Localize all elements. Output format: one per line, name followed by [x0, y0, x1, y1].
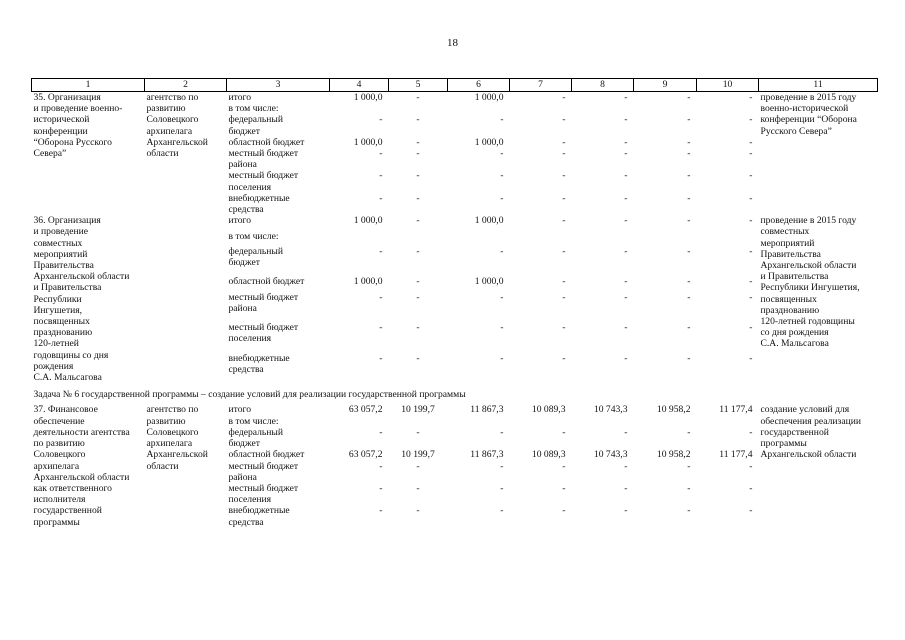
amount-cell: -	[749, 170, 753, 182]
amount-cell: -	[416, 148, 420, 160]
task-heading-row	[32, 383, 878, 404]
amount-cell: -	[749, 148, 753, 160]
amount-cell	[330, 231, 389, 246]
executor: агентство по развитию Соловецкого архипелага Архангельской области	[146, 404, 208, 472]
amount-cell: -	[379, 322, 383, 334]
funding-source: местный бюджет района	[228, 291, 299, 314]
amount-cell	[572, 231, 634, 246]
column-number-8: 8	[572, 79, 634, 92]
amount-cell: 1 000,0	[474, 92, 504, 103]
amount-cell: -	[500, 114, 504, 126]
amount-cell	[634, 103, 697, 114]
table-row	[32, 92, 878, 104]
amount-cell	[448, 231, 510, 246]
amount-cell: -	[562, 322, 566, 334]
amount-cell: -	[500, 460, 504, 472]
table-row	[32, 215, 878, 230]
amount-cell: -	[624, 148, 628, 160]
amount-cell: -	[687, 322, 691, 334]
expected-result: создание условий для обеспечения реализации государственной программы Архангельской области	[760, 404, 862, 461]
amount-cell: -	[379, 148, 383, 160]
amount-cell: -	[624, 505, 628, 517]
amount-cell: -	[562, 170, 566, 182]
column-number-9: 9	[634, 79, 697, 92]
amount-cell: -	[687, 426, 691, 438]
amount-cell: -	[749, 482, 753, 494]
amount-cell: -	[379, 192, 383, 204]
amount-cell: -	[749, 322, 753, 334]
amount-cell: -	[500, 170, 504, 182]
amount-cell: -	[687, 352, 691, 364]
amount-cell	[697, 103, 759, 114]
amount-cell: -	[749, 215, 753, 227]
column-number-11: 11	[759, 79, 878, 92]
amount-cell: -	[500, 192, 504, 204]
amount-cell: 10 743,3	[593, 404, 628, 416]
funding-source: внебюджетные средства	[228, 352, 290, 375]
amount-cell: -	[416, 215, 420, 227]
amount-cell: -	[500, 148, 504, 160]
amount-cell: -	[749, 136, 753, 148]
funding-source: итого	[228, 92, 251, 103]
amount-cell: 1 000,0	[353, 136, 383, 148]
amount-cell: -	[379, 505, 383, 517]
amount-cell	[330, 103, 389, 114]
funding-source: областной бюджет	[228, 136, 305, 148]
amount-cell: -	[687, 92, 691, 103]
amount-cell: -	[749, 92, 753, 103]
column-number-7: 7	[510, 79, 572, 92]
amount-cell: -	[379, 426, 383, 438]
amount-cell	[448, 103, 510, 114]
amount-cell: -	[562, 114, 566, 126]
amount-cell	[697, 416, 759, 427]
amount-cell: -	[379, 482, 383, 494]
amount-cell	[389, 103, 448, 114]
amount-cell	[510, 103, 572, 114]
amount-cell: -	[624, 322, 628, 334]
amount-cell: -	[500, 505, 504, 517]
amount-cell: -	[687, 114, 691, 126]
funding-source: местный бюджет района	[228, 460, 299, 483]
amount-cell: -	[749, 426, 753, 438]
amount-cell	[697, 231, 759, 246]
amount-cell: -	[416, 460, 420, 472]
amount-cell	[572, 416, 634, 427]
amount-cell: -	[624, 291, 628, 303]
amount-cell: 63 057,2	[348, 404, 383, 416]
amount-cell: -	[500, 245, 504, 257]
amount-cell	[634, 416, 697, 427]
amount-cell: -	[562, 352, 566, 364]
amount-cell: -	[500, 482, 504, 494]
amount-cell: -	[562, 460, 566, 472]
amount-cell: 1 000,0	[474, 136, 504, 148]
amount-cell: -	[416, 482, 420, 494]
amount-cell: -	[624, 276, 628, 288]
amount-cell: 10 958,2	[656, 404, 691, 416]
amount-cell: -	[416, 192, 420, 204]
amount-cell	[448, 416, 510, 427]
amount-cell: -	[562, 215, 566, 227]
funding-source: федеральный бюджет	[228, 114, 284, 137]
amount-cell	[572, 103, 634, 114]
amount-cell: 11 177,4	[719, 404, 753, 416]
page-number: 18	[447, 37, 458, 49]
amount-cell: -	[687, 505, 691, 517]
column-number-4: 4	[330, 79, 389, 92]
amount-cell: -	[624, 170, 628, 182]
amount-cell: 10 089,3	[531, 404, 566, 416]
amount-cell: 1 000,0	[474, 215, 504, 227]
amount-cell: -	[562, 482, 566, 494]
amount-cell: -	[687, 460, 691, 472]
amount-cell: 10 089,3	[531, 449, 566, 461]
column-number-3: 3	[227, 79, 330, 92]
amount-cell: -	[562, 276, 566, 288]
amount-cell: -	[624, 114, 628, 126]
amount-cell	[634, 231, 697, 246]
amount-cell: -	[749, 505, 753, 517]
amount-cell: -	[749, 460, 753, 472]
amount-cell: -	[687, 136, 691, 148]
amount-cell: -	[500, 291, 504, 303]
amount-cell: -	[749, 291, 753, 303]
amount-cell: -	[687, 276, 691, 288]
amount-cell: -	[562, 148, 566, 160]
amount-cell: -	[562, 192, 566, 204]
amount-cell	[389, 231, 448, 246]
amount-cell: -	[687, 192, 691, 204]
amount-cell: -	[416, 136, 420, 148]
amount-cell: -	[624, 215, 628, 227]
amount-cell: -	[562, 92, 566, 103]
amount-cell	[510, 231, 572, 246]
funding-source: внебюджетные средства	[228, 192, 290, 216]
amount-cell: 11 867,3	[470, 449, 504, 461]
amount-cell: -	[624, 136, 628, 148]
column-number-1: 1	[32, 79, 145, 92]
amount-cell: -	[416, 92, 420, 103]
funding-source: местный бюджет поселения	[228, 322, 299, 345]
amount-cell: 10 958,2	[656, 449, 691, 461]
funding-source: итого	[228, 404, 251, 416]
amount-cell: 11 867,3	[470, 404, 504, 416]
amount-cell	[330, 416, 389, 427]
amount-cell: 1 000,0	[353, 276, 383, 288]
executor: агентство по развитию Соловецкого архипелага Архангельской области	[146, 92, 208, 160]
amount-cell: -	[416, 170, 420, 182]
measure-name: 37. Финансовое обеспечение деятельности агентства по развитию Соловецкого архипелага Архангельской области как ответственного исполнителя государственной программы	[33, 404, 130, 528]
amount-cell: -	[687, 291, 691, 303]
amount-cell: -	[562, 291, 566, 303]
funding-source: федеральный бюджет	[228, 245, 284, 268]
amount-cell: 1 000,0	[474, 276, 504, 288]
amount-cell: -	[416, 291, 420, 303]
amount-cell: -	[749, 192, 753, 204]
amount-cell: -	[562, 505, 566, 517]
amount-cell: 10 199,7	[401, 449, 435, 461]
column-number-10: 10	[697, 79, 759, 92]
amount-cell: 10 743,3	[593, 449, 628, 461]
amount-cell	[389, 416, 448, 427]
amount-cell: -	[416, 276, 420, 288]
amount-cell: -	[416, 245, 420, 257]
amount-cell: -	[624, 352, 628, 364]
amount-cell: -	[416, 352, 420, 364]
funding-source: областной бюджет	[228, 276, 305, 288]
amount-cell: -	[624, 92, 628, 103]
funding-source: местный бюджет района	[228, 148, 299, 171]
column-number-5: 5	[389, 79, 448, 92]
amount-cell: -	[500, 322, 504, 334]
amount-cell: -	[687, 482, 691, 494]
table-row	[32, 404, 878, 415]
amount-cell: -	[500, 352, 504, 364]
funding-source: местный бюджет поселения	[228, 170, 299, 193]
amount-cell: -	[624, 192, 628, 204]
column-number-row	[32, 79, 878, 92]
amount-cell: -	[624, 460, 628, 472]
funding-source: в том числе:	[228, 230, 279, 242]
amount-cell: 63 057,2	[348, 449, 383, 461]
amount-cell: -	[500, 426, 504, 438]
funding-source: местный бюджет поселения	[228, 482, 299, 506]
amount-cell: -	[749, 276, 753, 288]
column-number-6: 6	[448, 79, 510, 92]
amount-cell: -	[379, 114, 383, 126]
budget-table	[31, 78, 878, 528]
amount-cell: -	[687, 245, 691, 257]
measure-name: 36. Организация и проведение совместных мероприятий Правительства Архангельской области и Правительства Республики Ингушетия, посвященных празднованию 120-летней годовщины со дня рождения С.А. Мальсагова	[33, 215, 130, 384]
amount-cell: -	[749, 245, 753, 257]
amount-cell: -	[416, 426, 420, 438]
amount-cell: -	[379, 352, 383, 364]
amount-cell: -	[687, 215, 691, 227]
amount-cell: -	[379, 460, 383, 472]
amount-cell: -	[624, 245, 628, 257]
amount-cell	[510, 416, 572, 427]
amount-cell: -	[379, 291, 383, 303]
amount-cell: 1 000,0	[353, 215, 383, 227]
amount-cell: -	[749, 352, 753, 364]
funding-source: федеральный бюджет	[228, 426, 284, 450]
executor	[145, 215, 227, 383]
amount-cell: -	[749, 114, 753, 126]
amount-cell: -	[687, 148, 691, 160]
amount-cell: -	[416, 322, 420, 334]
amount-cell: -	[562, 136, 566, 148]
task-heading: Задача № 6 государственной программы – создание условий для реализации государственной программы	[33, 389, 466, 401]
amount-cell: -	[379, 170, 383, 182]
funding-source: областной бюджет	[228, 449, 305, 461]
column-number-2: 2	[145, 79, 227, 92]
amount-cell: -	[379, 245, 383, 257]
funding-source: в том числе:	[228, 415, 279, 427]
funding-source: итого	[228, 215, 251, 227]
amount-cell: 1 000,0	[353, 92, 383, 103]
funding-source: внебюджетные средства	[228, 505, 290, 528]
amount-cell: 11 177,4	[719, 449, 753, 461]
amount-cell: -	[624, 482, 628, 494]
amount-cell: -	[562, 245, 566, 257]
measure-name: 35. Организация и проведение военно- исторической конференции “Оборона Русского Севера”	[33, 92, 123, 160]
amount-cell: 10 199,7	[401, 404, 435, 416]
amount-cell: -	[562, 426, 566, 438]
amount-cell: -	[624, 426, 628, 438]
expected-result: проведение в 2015 году военно-исторической конференции “Оборона Русского Севера”	[760, 92, 857, 137]
expected-result: проведение в 2015 году совместных мероприятий Правительства Архангельской области и Правительства Республики Ингушетия, посвященных празднованию 120-летней годовщины со дня рождения С.А. Мальсагова	[760, 215, 860, 350]
funding-source: в том числе:	[228, 103, 279, 115]
amount-cell: -	[687, 170, 691, 182]
amount-cell: -	[416, 114, 420, 126]
amount-cell: -	[416, 505, 420, 517]
